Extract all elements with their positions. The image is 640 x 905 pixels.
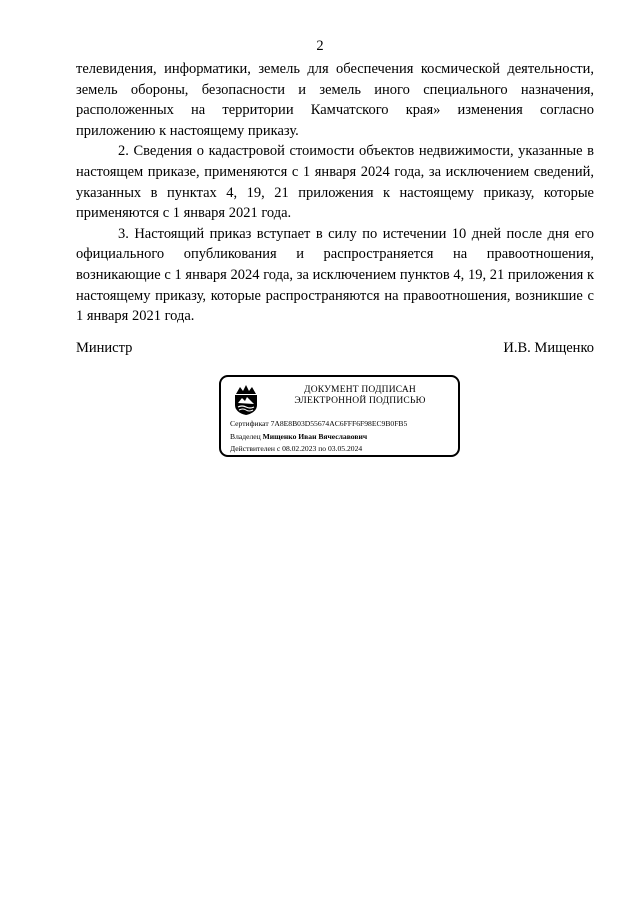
stamp-validity — [230, 444, 362, 453]
stamp-title-line-1: ДОКУМЕНТ ПОДПИСАН — [304, 385, 416, 395]
signer-name: И.В. Мищенко — [503, 340, 594, 356]
stamp-certificate — [230, 419, 407, 428]
stamp-title — [265, 385, 455, 407]
paragraph-continuation: телевидения, информатики, земель для обеспечения космической деятельности, земель обороны, безопасности и земель иного специального назначения, расположенных на территории Камчатского края» изменения согласно приложению к настоящему приказу. — [76, 61, 594, 139]
valid-label: Действителен с — [230, 444, 281, 453]
signature-row — [76, 340, 594, 357]
valid-to: 03.05.2024 — [328, 444, 363, 453]
signer-position: Министр — [76, 340, 133, 356]
electronic-signature-stamp — [219, 375, 460, 457]
document-body — [76, 59, 594, 327]
certificate-value: 7A8E8B03D55674AC6FFF6F98EC9B0FB5 — [270, 419, 408, 428]
certificate-label: Сертификат — [230, 419, 269, 428]
valid-to-label: по — [318, 444, 327, 453]
kamchatka-emblem-icon — [233, 384, 259, 416]
stamp-title-line-2: ЭЛЕКТРОННОЙ ПОДПИСЬЮ — [294, 396, 426, 406]
paragraph-2: 2. Сведения о кадастровой стоимости объектов недвижимости, указанные в настоящем приказе, применяются с 1 января 2024 года, за исключением сведений, указанных в пунктах 4, 19, 21 приложения к настоящему приказу, которые применяются с 1 января 2021 года. — [76, 143, 594, 222]
owner-value: Мищенко Иван Вячеславович — [262, 432, 368, 441]
owner-label: Владелец — [230, 432, 261, 441]
stamp-owner — [230, 432, 367, 441]
page-number: 2 — [316, 38, 324, 54]
paragraph-3: 3. Настоящий приказ вступает в силу по истечении 10 дней после дня его официального опубликования и распространяется на правоотношения, возникающие с 1 января 2024 года, за исключением пунктов 4, 19, 21 приложения к настоящему приказу, которые распространяются на правоотношения, возникшие с 1 января 2021 года. — [76, 225, 594, 325]
valid-from: 08.02.2023 — [282, 444, 317, 453]
